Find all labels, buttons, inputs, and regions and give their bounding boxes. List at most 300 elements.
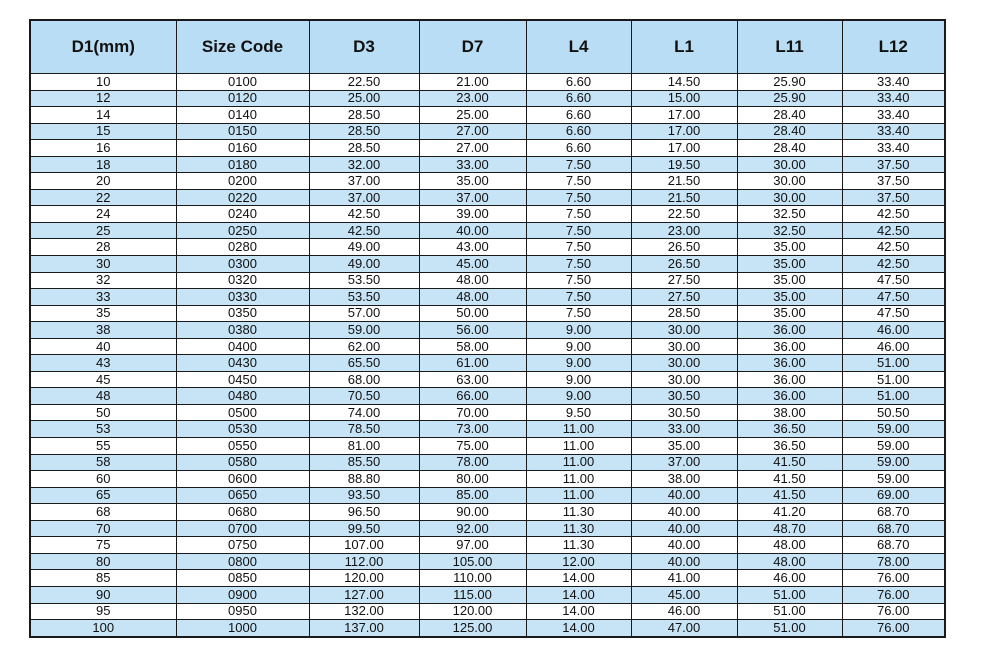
table-row [30, 107, 945, 124]
cell-d3: 78.50 [309, 421, 419, 438]
cell-l11: 38.00 [737, 404, 842, 421]
cell-d1: 20 [30, 173, 176, 190]
table-header [30, 20, 945, 74]
cell-l1: 28.50 [631, 305, 737, 322]
cell-d1: 14 [30, 107, 176, 124]
header-row [30, 20, 945, 74]
cell-d3: 53.50 [309, 272, 419, 289]
cell-d7: 75.00 [419, 438, 526, 455]
cell-l12: 68.70 [842, 504, 945, 521]
cell-size-code: 0550 [176, 438, 309, 455]
cell-size-code: 0200 [176, 173, 309, 190]
cell-size-code: 0350 [176, 305, 309, 322]
cell-d3: 93.50 [309, 487, 419, 504]
cell-size-code: 0900 [176, 586, 309, 603]
cell-l12: 69.00 [842, 487, 945, 504]
cell-l1: 26.50 [631, 239, 737, 256]
cell-l11: 35.00 [737, 272, 842, 289]
table-row [30, 222, 945, 239]
cell-size-code: 0950 [176, 603, 309, 620]
cell-size-code: 0120 [176, 90, 309, 107]
cell-l12: 51.00 [842, 355, 945, 372]
header-d7: D7 [419, 20, 526, 74]
cell-d7: 63.00 [419, 371, 526, 388]
cell-l12: 59.00 [842, 438, 945, 455]
cell-l12: 59.00 [842, 454, 945, 471]
cell-size-code: 0850 [176, 570, 309, 587]
cell-d1: 24 [30, 206, 176, 223]
cell-size-code: 0430 [176, 355, 309, 372]
table-row [30, 504, 945, 521]
cell-l11: 28.40 [737, 140, 842, 157]
table-row [30, 487, 945, 504]
cell-l12: 78.00 [842, 553, 945, 570]
cell-l1: 14.50 [631, 74, 737, 91]
cell-d7: 115.00 [419, 586, 526, 603]
cell-d7: 120.00 [419, 603, 526, 620]
cell-d3: 42.50 [309, 206, 419, 223]
table-row [30, 520, 945, 537]
cell-d3: 107.00 [309, 537, 419, 554]
cell-d3: 53.50 [309, 289, 419, 306]
cell-d1: 48 [30, 388, 176, 405]
cell-l4: 7.50 [526, 156, 631, 173]
cell-d7: 70.00 [419, 404, 526, 421]
cell-l12: 50.50 [842, 404, 945, 421]
cell-l1: 47.00 [631, 620, 737, 637]
cell-d3: 37.00 [309, 173, 419, 190]
cell-d7: 45.00 [419, 256, 526, 273]
cell-l11: 41.50 [737, 471, 842, 488]
cell-l4: 7.50 [526, 189, 631, 206]
cell-l11: 35.00 [737, 305, 842, 322]
cell-d7: 33.00 [419, 156, 526, 173]
cell-d3: 137.00 [309, 620, 419, 637]
cell-l4: 9.00 [526, 338, 631, 355]
cell-l12: 76.00 [842, 603, 945, 620]
cell-d7: 125.00 [419, 620, 526, 637]
cell-l1: 17.00 [631, 107, 737, 124]
cell-d3: 96.50 [309, 504, 419, 521]
cell-l1: 23.00 [631, 222, 737, 239]
cell-l12: 33.40 [842, 123, 945, 140]
table-row [30, 156, 945, 173]
cell-size-code: 0160 [176, 140, 309, 157]
cell-l1: 40.00 [631, 504, 737, 521]
cell-d1: 80 [30, 553, 176, 570]
cell-d1: 32 [30, 272, 176, 289]
cell-l11: 36.50 [737, 438, 842, 455]
cell-l11: 41.50 [737, 454, 842, 471]
cell-d1: 60 [30, 471, 176, 488]
cell-l11: 36.50 [737, 421, 842, 438]
cell-l4: 9.50 [526, 404, 631, 421]
cell-d7: 35.00 [419, 173, 526, 190]
cell-d3: 22.50 [309, 74, 419, 91]
cell-d1: 25 [30, 222, 176, 239]
cell-l11: 30.00 [737, 156, 842, 173]
cell-l4: 6.60 [526, 74, 631, 91]
cell-d3: 99.50 [309, 520, 419, 537]
cell-d3: 25.00 [309, 90, 419, 107]
cell-l4: 14.00 [526, 586, 631, 603]
cell-size-code: 0300 [176, 256, 309, 273]
header-d3: D3 [309, 20, 419, 74]
cell-l11: 30.00 [737, 189, 842, 206]
cell-d3: 132.00 [309, 603, 419, 620]
cell-l11: 30.00 [737, 173, 842, 190]
cell-l11: 32.50 [737, 206, 842, 223]
cell-l12: 33.40 [842, 90, 945, 107]
cell-d7: 37.00 [419, 189, 526, 206]
cell-l4: 7.50 [526, 206, 631, 223]
cell-d1: 43 [30, 355, 176, 372]
table-row [30, 603, 945, 620]
cell-l1: 40.00 [631, 553, 737, 570]
cell-l11: 32.50 [737, 222, 842, 239]
cell-size-code: 0220 [176, 189, 309, 206]
cell-l12: 59.00 [842, 421, 945, 438]
table-row [30, 305, 945, 322]
cell-l12: 76.00 [842, 586, 945, 603]
cell-l1: 22.50 [631, 206, 737, 223]
cell-l12: 42.50 [842, 256, 945, 273]
table-row [30, 421, 945, 438]
cell-d7: 85.00 [419, 487, 526, 504]
cell-d1: 28 [30, 239, 176, 256]
cell-d3: 65.50 [309, 355, 419, 372]
table-row [30, 553, 945, 570]
cell-l4: 7.50 [526, 289, 631, 306]
cell-l1: 21.50 [631, 189, 737, 206]
table-row [30, 454, 945, 471]
cell-d1: 30 [30, 256, 176, 273]
table-row [30, 471, 945, 488]
cell-d1: 68 [30, 504, 176, 521]
table-row [30, 189, 945, 206]
cell-l12: 33.40 [842, 107, 945, 124]
cell-l11: 36.00 [737, 322, 842, 339]
cell-l4: 11.00 [526, 454, 631, 471]
cell-l1: 30.50 [631, 404, 737, 421]
cell-d7: 43.00 [419, 239, 526, 256]
cell-d3: 85.50 [309, 454, 419, 471]
cell-d7: 97.00 [419, 537, 526, 554]
cell-l1: 40.00 [631, 537, 737, 554]
cell-l1: 27.50 [631, 289, 737, 306]
cell-d1: 40 [30, 338, 176, 355]
cell-d7: 110.00 [419, 570, 526, 587]
cell-d7: 40.00 [419, 222, 526, 239]
cell-d1: 100 [30, 620, 176, 637]
cell-l4: 9.00 [526, 388, 631, 405]
cell-d1: 75 [30, 537, 176, 554]
cell-l11: 51.00 [737, 620, 842, 637]
cell-d7: 80.00 [419, 471, 526, 488]
cell-l12: 76.00 [842, 570, 945, 587]
cell-l11: 35.00 [737, 256, 842, 273]
cell-size-code: 0480 [176, 388, 309, 405]
cell-l4: 9.00 [526, 371, 631, 388]
cell-l4: 7.50 [526, 256, 631, 273]
cell-d7: 27.00 [419, 123, 526, 140]
cell-l1: 17.00 [631, 140, 737, 157]
cell-l11: 28.40 [737, 107, 842, 124]
cell-l11: 48.00 [737, 553, 842, 570]
cell-l4: 12.00 [526, 553, 631, 570]
cell-l11: 25.90 [737, 74, 842, 91]
cell-size-code: 0320 [176, 272, 309, 289]
table-body [30, 74, 945, 637]
cell-l11: 41.20 [737, 504, 842, 521]
cell-size-code: 0800 [176, 553, 309, 570]
cell-d3: 127.00 [309, 586, 419, 603]
cell-l1: 33.00 [631, 421, 737, 438]
cell-l1: 38.00 [631, 471, 737, 488]
cell-l4: 11.30 [526, 504, 631, 521]
cell-l12: 46.00 [842, 322, 945, 339]
cell-size-code: 1000 [176, 620, 309, 637]
cell-l1: 21.50 [631, 173, 737, 190]
cell-d3: 81.00 [309, 438, 419, 455]
cell-l1: 30.00 [631, 355, 737, 372]
cell-d7: 90.00 [419, 504, 526, 521]
cell-l1: 30.50 [631, 388, 737, 405]
cell-d1: 22 [30, 189, 176, 206]
table-row [30, 272, 945, 289]
cell-size-code: 0750 [176, 537, 309, 554]
cell-d3: 70.50 [309, 388, 419, 405]
cell-d7: 48.00 [419, 272, 526, 289]
cell-size-code: 0700 [176, 520, 309, 537]
cell-l4: 11.00 [526, 421, 631, 438]
cell-l1: 30.00 [631, 371, 737, 388]
cell-size-code: 0650 [176, 487, 309, 504]
cell-d3: 62.00 [309, 338, 419, 355]
cell-l11: 51.00 [737, 603, 842, 620]
cell-l1: 40.00 [631, 487, 737, 504]
table-row [30, 140, 945, 157]
cell-size-code: 0240 [176, 206, 309, 223]
cell-d7: 78.00 [419, 454, 526, 471]
cell-size-code: 0150 [176, 123, 309, 140]
cell-l11: 35.00 [737, 239, 842, 256]
cell-l1: 17.00 [631, 123, 737, 140]
cell-d1: 65 [30, 487, 176, 504]
cell-l4: 11.30 [526, 537, 631, 554]
cell-l11: 36.00 [737, 371, 842, 388]
cell-d7: 56.00 [419, 322, 526, 339]
cell-d3: 88.80 [309, 471, 419, 488]
cell-d1: 35 [30, 305, 176, 322]
cell-size-code: 0530 [176, 421, 309, 438]
cell-l1: 30.00 [631, 322, 737, 339]
cell-d1: 50 [30, 404, 176, 421]
cell-l4: 7.50 [526, 222, 631, 239]
cell-l12: 37.50 [842, 156, 945, 173]
cell-l11: 46.00 [737, 570, 842, 587]
cell-d1: 70 [30, 520, 176, 537]
cell-l1: 37.00 [631, 454, 737, 471]
cell-l12: 37.50 [842, 189, 945, 206]
cell-d1: 12 [30, 90, 176, 107]
cell-d3: 28.50 [309, 123, 419, 140]
cell-d3: 28.50 [309, 140, 419, 157]
cell-l4: 11.00 [526, 471, 631, 488]
header-d1: D1(mm) [30, 20, 176, 74]
cell-l1: 15.00 [631, 90, 737, 107]
cell-l12: 51.00 [842, 388, 945, 405]
header-l11: L11 [737, 20, 842, 74]
cell-size-code: 0180 [176, 156, 309, 173]
cell-d7: 48.00 [419, 289, 526, 306]
table-row [30, 239, 945, 256]
cell-size-code: 0600 [176, 471, 309, 488]
cell-d7: 23.00 [419, 90, 526, 107]
table-row [30, 74, 945, 91]
cell-d3: 57.00 [309, 305, 419, 322]
cell-d3: 68.00 [309, 371, 419, 388]
cell-l12: 68.70 [842, 520, 945, 537]
table-row [30, 338, 945, 355]
cell-l1: 46.00 [631, 603, 737, 620]
cell-size-code: 0250 [176, 222, 309, 239]
table-row [30, 388, 945, 405]
cell-d1: 33 [30, 289, 176, 306]
cell-size-code: 0680 [176, 504, 309, 521]
cell-l4: 11.30 [526, 520, 631, 537]
cell-l12: 42.50 [842, 239, 945, 256]
cell-d3: 49.00 [309, 256, 419, 273]
cell-l11: 36.00 [737, 338, 842, 355]
cell-d7: 39.00 [419, 206, 526, 223]
cell-l1: 27.50 [631, 272, 737, 289]
cell-l11: 35.00 [737, 289, 842, 306]
cell-l12: 68.70 [842, 537, 945, 554]
cell-d1: 53 [30, 421, 176, 438]
cell-d3: 120.00 [309, 570, 419, 587]
cell-l12: 42.50 [842, 206, 945, 223]
cell-l12: 47.50 [842, 272, 945, 289]
table-row [30, 256, 945, 273]
table-row [30, 620, 945, 637]
cell-d3: 74.00 [309, 404, 419, 421]
cell-d3: 32.00 [309, 156, 419, 173]
table-row [30, 123, 945, 140]
cell-l4: 7.50 [526, 173, 631, 190]
cell-d7: 27.00 [419, 140, 526, 157]
cell-d7: 66.00 [419, 388, 526, 405]
cell-d3: 49.00 [309, 239, 419, 256]
cell-size-code: 0100 [176, 74, 309, 91]
spec-table-container [29, 19, 944, 638]
table-row [30, 586, 945, 603]
cell-l12: 33.40 [842, 74, 945, 91]
cell-l11: 36.00 [737, 388, 842, 405]
cell-d7: 73.00 [419, 421, 526, 438]
cell-l4: 14.00 [526, 603, 631, 620]
header-l12: L12 [842, 20, 945, 74]
cell-l1: 30.00 [631, 338, 737, 355]
cell-d1: 58 [30, 454, 176, 471]
cell-l1: 41.00 [631, 570, 737, 587]
cell-d3: 28.50 [309, 107, 419, 124]
cell-l4: 14.00 [526, 570, 631, 587]
cell-l4: 7.50 [526, 305, 631, 322]
cell-d7: 25.00 [419, 107, 526, 124]
cell-d7: 105.00 [419, 553, 526, 570]
cell-l1: 40.00 [631, 520, 737, 537]
table-row [30, 206, 945, 223]
cell-d1: 10 [30, 74, 176, 91]
cell-d3: 112.00 [309, 553, 419, 570]
cell-l11: 48.70 [737, 520, 842, 537]
cell-l4: 14.00 [526, 620, 631, 637]
cell-d3: 59.00 [309, 322, 419, 339]
cell-d1: 38 [30, 322, 176, 339]
header-size-code: Size Code [176, 20, 309, 74]
cell-d1: 90 [30, 586, 176, 603]
cell-l4: 9.00 [526, 322, 631, 339]
cell-d3: 42.50 [309, 222, 419, 239]
cell-l11: 28.40 [737, 123, 842, 140]
cell-l4: 6.60 [526, 90, 631, 107]
cell-l11: 48.00 [737, 537, 842, 554]
cell-d1: 16 [30, 140, 176, 157]
cell-d1: 15 [30, 123, 176, 140]
cell-l4: 7.50 [526, 272, 631, 289]
header-l1: L1 [631, 20, 737, 74]
cell-l4: 11.00 [526, 438, 631, 455]
table-row [30, 173, 945, 190]
cell-l11: 51.00 [737, 586, 842, 603]
cell-l12: 51.00 [842, 371, 945, 388]
table-row [30, 289, 945, 306]
cell-d1: 45 [30, 371, 176, 388]
cell-l12: 47.50 [842, 289, 945, 306]
cell-l4: 9.00 [526, 355, 631, 372]
cell-size-code: 0450 [176, 371, 309, 388]
table-row [30, 322, 945, 339]
cell-l12: 37.50 [842, 173, 945, 190]
cell-size-code: 0380 [176, 322, 309, 339]
cell-l1: 45.00 [631, 586, 737, 603]
cell-d3: 37.00 [309, 189, 419, 206]
cell-size-code: 0580 [176, 454, 309, 471]
table-row [30, 570, 945, 587]
cell-d1: 85 [30, 570, 176, 587]
cell-d1: 95 [30, 603, 176, 620]
cell-l4: 6.60 [526, 140, 631, 157]
cell-l12: 42.50 [842, 222, 945, 239]
cell-l4: 7.50 [526, 239, 631, 256]
cell-l12: 47.50 [842, 305, 945, 322]
cell-l4: 11.00 [526, 487, 631, 504]
cell-l11: 41.50 [737, 487, 842, 504]
table-row [30, 355, 945, 372]
cell-l12: 76.00 [842, 620, 945, 637]
cell-size-code: 0400 [176, 338, 309, 355]
table-row [30, 438, 945, 455]
cell-l12: 59.00 [842, 471, 945, 488]
cell-l1: 35.00 [631, 438, 737, 455]
cell-d1: 55 [30, 438, 176, 455]
cell-l12: 33.40 [842, 140, 945, 157]
spec-table [29, 19, 946, 638]
cell-d7: 21.00 [419, 74, 526, 91]
table-row [30, 90, 945, 107]
cell-d7: 58.00 [419, 338, 526, 355]
